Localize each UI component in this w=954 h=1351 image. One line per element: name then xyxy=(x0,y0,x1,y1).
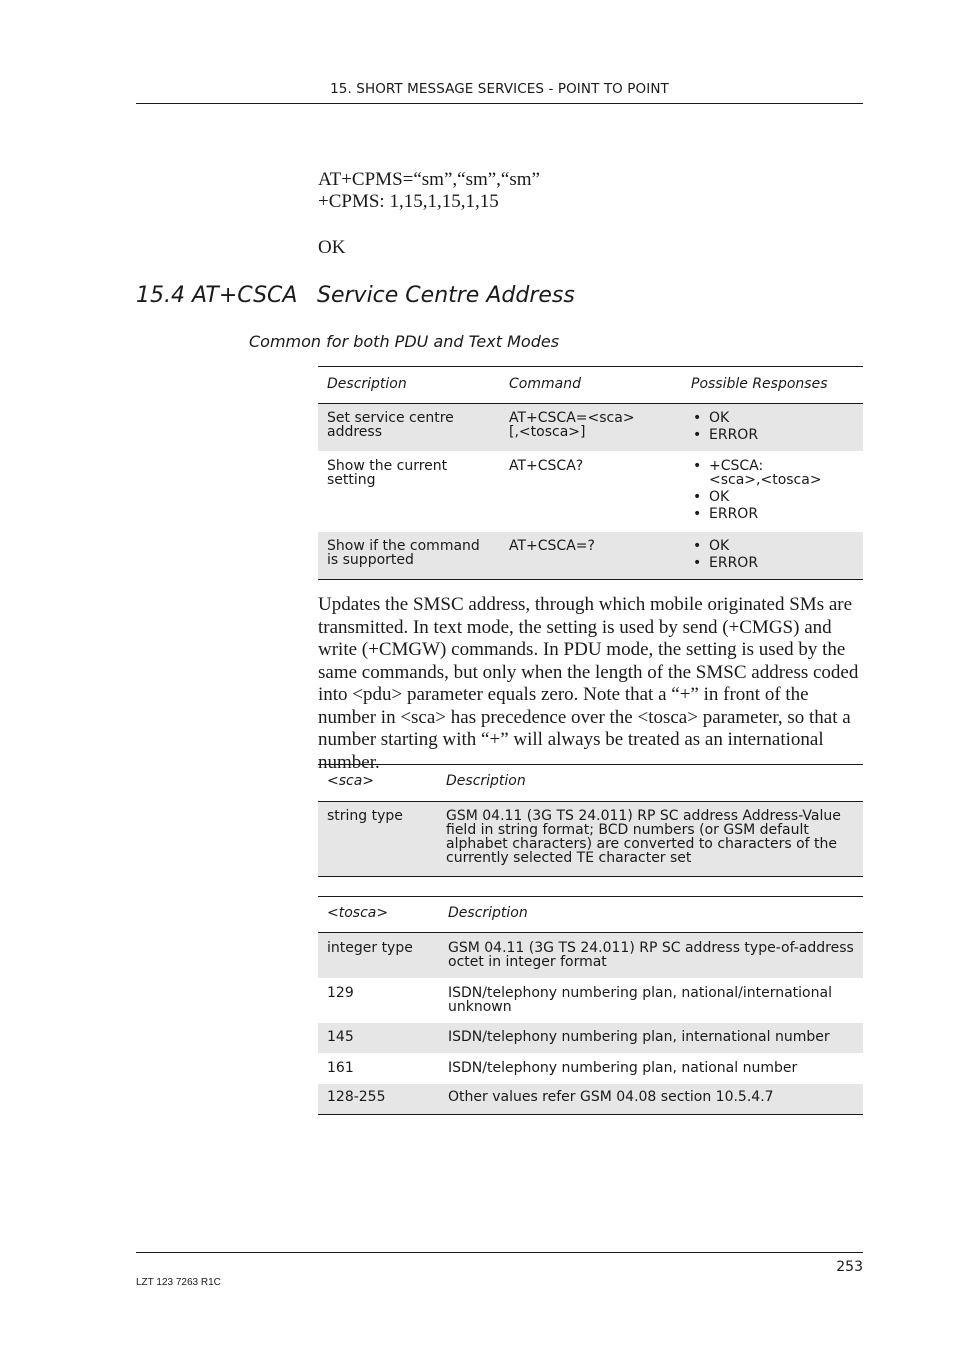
parameter-value: string type xyxy=(327,808,403,824)
parameter-value: 129 xyxy=(327,985,354,1001)
row-responses xyxy=(691,411,758,442)
text-line: octet in integer format xyxy=(448,954,607,970)
text-line: is supported xyxy=(327,552,414,568)
column-header-description: Description xyxy=(446,773,526,789)
response-item: • ERROR xyxy=(691,507,822,521)
parameter-description xyxy=(446,809,841,865)
footer-divider xyxy=(136,1252,863,1253)
text-line: currently selected TE character set xyxy=(446,850,692,866)
table-row xyxy=(318,933,863,978)
document-id: LZT 123 7263 R1C xyxy=(136,1277,221,1288)
command-table xyxy=(318,366,863,580)
section-heading xyxy=(136,283,575,308)
subheading: Common for both PDU and Text Modes xyxy=(249,332,560,351)
table-row xyxy=(318,451,863,532)
row-command xyxy=(509,539,595,553)
response-item: • OK xyxy=(691,411,758,425)
row-description xyxy=(327,539,480,567)
text-line: GSM 04.11 (3G TS 24.011) RP SC address type-of-address xyxy=(448,940,854,956)
table-row xyxy=(318,532,863,579)
parameter-description xyxy=(448,986,832,1014)
parameter-description xyxy=(448,1061,797,1075)
text-line: setting xyxy=(327,472,376,488)
table-header-row xyxy=(318,765,863,802)
column-header-parameter: <tosca> xyxy=(327,905,389,921)
text-line: AT+CSCA=<sca> xyxy=(509,410,635,426)
text-line: AT+CSCA=? xyxy=(509,538,595,554)
response-item: • ERROR xyxy=(691,556,758,570)
table-row xyxy=(318,1084,863,1114)
row-responses xyxy=(691,459,822,521)
table-row xyxy=(318,1053,863,1084)
sca-parameter-table xyxy=(318,764,863,877)
column-header-command: Command xyxy=(509,376,581,392)
example-response-line: +CPMS: 1,15,1,15,1,15 xyxy=(318,191,499,212)
text-line: ISDN/telephony numbering plan, international number xyxy=(448,1029,830,1045)
row-responses xyxy=(691,539,758,570)
text-line: field in string format; BCD numbers (or GSM default xyxy=(446,822,809,838)
row-command xyxy=(509,411,635,439)
column-header-parameter: <sca> xyxy=(327,773,375,789)
row-command xyxy=(509,459,583,473)
parameter-value: 145 xyxy=(327,1029,354,1045)
response-item: • ERROR xyxy=(691,428,758,442)
table-row xyxy=(318,404,863,451)
text-line: Set service centre xyxy=(327,410,454,426)
text-line: ISDN/telephony numbering plan, national/international xyxy=(448,985,832,1001)
parameter-description xyxy=(448,1030,830,1044)
parameter-value: 128-255 xyxy=(327,1089,386,1105)
example-command-line: AT+CPMS=“sm”,“sm”,“sm” xyxy=(318,169,540,190)
response-item: • OK xyxy=(691,490,822,504)
body-paragraph: Updates the SMSC address, through which mobile originated SMs are transmitted. In text mode, the setting is used by send (+CMGS) and write (+CMGW) commands. In PDU mode, the setting is used by the same commands, but only when the length of the SMSC address coded into <pdu> parameter equals zero. Note that a “+” in front of the number in <sca> has precedence over the <tosca> parameter, so that a number starting with “+” will always be treated as an international number. xyxy=(318,594,859,773)
parameter-value: integer type xyxy=(327,940,413,956)
text-line: [,<tosca>] xyxy=(509,424,586,440)
parameter-description xyxy=(448,941,854,969)
text-line: GSM 04.11 (3G TS 24.011) RP SC address Address-Value xyxy=(446,808,841,824)
text-line: Show if the command xyxy=(327,538,480,554)
column-header-description: Description xyxy=(327,376,407,392)
column-header-responses: Possible Responses xyxy=(691,376,828,392)
table-row xyxy=(318,802,863,876)
table-row xyxy=(318,978,863,1023)
table-header-row xyxy=(318,367,863,404)
text-line: Other values refer GSM 04.08 section 10.5.4.7 xyxy=(448,1089,774,1105)
tosca-parameter-table xyxy=(318,896,863,1115)
example-ok-line: OK xyxy=(318,237,346,258)
column-header-description: Description xyxy=(448,905,528,921)
parameter-value: 161 xyxy=(327,1060,354,1076)
text-line: Show the current xyxy=(327,458,448,474)
parameter-description xyxy=(448,1090,774,1104)
text-line: ISDN/telephony numbering plan, national number xyxy=(448,1060,798,1076)
response-item: • OK xyxy=(691,539,758,553)
row-description xyxy=(327,459,447,487)
text-line: alphabet characters) are converted to characters of the xyxy=(446,836,838,852)
response-item: • +CSCA: <sca>,<tosca> xyxy=(691,459,822,487)
header-divider xyxy=(136,103,863,104)
section-number: 15.4 AT+CSCA xyxy=(136,283,298,308)
section-title: Service Centre Address xyxy=(317,283,575,308)
table-row xyxy=(318,1023,863,1053)
text-line: AT+CSCA? xyxy=(509,458,584,474)
page-number: 253 xyxy=(836,1259,863,1275)
text-line: unknown xyxy=(448,999,512,1015)
text-line: address xyxy=(327,424,383,440)
table-header-row xyxy=(318,897,863,933)
running-header: 15. SHORT MESSAGE SERVICES - POINT TO POINT xyxy=(330,81,669,97)
row-description xyxy=(327,411,454,439)
